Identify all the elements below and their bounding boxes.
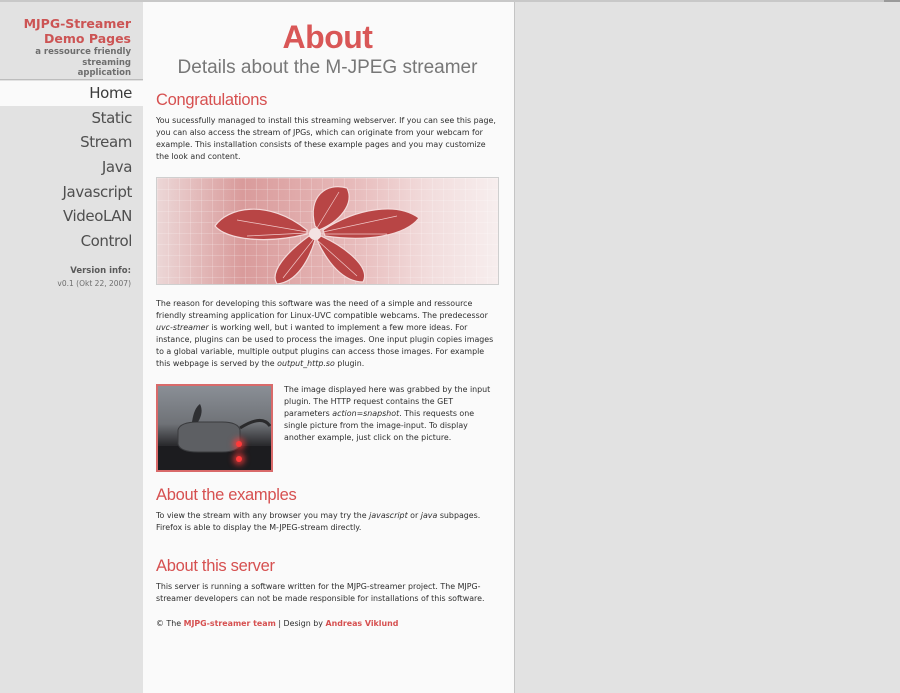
brand-subtitle: Demo Pages [44,31,131,46]
version-value: v0.1 (Okt 22, 2007) [57,279,131,288]
page-subtitle: Details about the M-JPEG streamer [177,57,478,78]
nav-item-home[interactable]: Home [0,81,143,106]
nav-item-stream[interactable]: Stream [80,133,132,152]
header-image [156,177,499,285]
main-nav [0,81,143,254]
nav-item-javascript[interactable]: Javascript [62,182,132,201]
about-paragraph: The reason for developing this software was the need of a simple and ressource friendly streaming application for Linux-UVC compatible webcams. The predecessor uvc-streamer is working well, but i wanted to implement a few more ideas. For instance, plugins can be used to process the images. One input plugin copies images to a global variable, multiple output plugins can access those images. For example this webpage is served by the output_http.so plugin. [156,299,494,368]
nav-item-java[interactable]: Java [101,158,132,177]
sidebar [0,0,143,693]
led-icon [236,441,242,447]
intro-paragraph: You sucessfully managed to install this streaming webserver. If you can see this page, you can also access the stream of JPGs, which can originate from your webcam for example. This installation consists of these example pages and you may customize the look and content. [156,116,496,161]
footer: © The MJPG-streamer team | Design by Andreas Viklund [156,619,399,628]
page-title: About [282,19,373,55]
version-title: Version info: [70,266,131,276]
snapshot-camera-icon [158,386,271,470]
top-scroll-indicator [884,0,900,2]
link-javascript: javascript [369,511,408,520]
link-andreas-viklund[interactable]: Andreas Viklund [325,619,399,628]
main-content [143,2,515,693]
brand-tagline-line2: application [77,68,131,78]
link-java: java [420,511,438,520]
flower-center-icon [309,228,321,240]
version-info [57,266,131,288]
snapshot-description: The image displayed here was grabbed by the input plugin. The HTTP request contains the GET parameters action=snapshot. This requests one single picture from the image-input. To display another example, just click on the picture. [284,385,491,442]
heading-about-server: About this server [156,557,275,575]
snapshot-section [156,384,499,472]
server-paragraph: This server is running a software written for the MJPG-streamer project. The MJPG-streamer developers can not be made responsible for installations of this software. [156,582,485,603]
flower-icon [157,178,498,284]
content-column [156,2,499,630]
link-mjpg-team[interactable]: MJPG-streamer team [183,619,276,628]
heading-about-examples: About the examples [156,486,297,504]
nav-item-control[interactable]: Control [80,232,132,251]
examples-paragraph: To view the stream with any browser you may try the javascript or java subpages. Firefox is able to display the M-JPEG-stream directly. [156,511,481,532]
nav-item-static[interactable]: Static [91,108,132,127]
brand-tagline-line1: a ressource friendly streaming [35,47,131,68]
snapshot-image[interactable] [156,384,273,472]
heading-congratulations: Congratulations [156,91,268,109]
brand-divider [0,79,143,80]
led-icon [236,456,242,462]
brand-block [0,16,131,79]
nav-item-videolan[interactable]: VideoLAN [62,207,132,226]
brand-title: MJPG-Streamer [23,16,131,31]
